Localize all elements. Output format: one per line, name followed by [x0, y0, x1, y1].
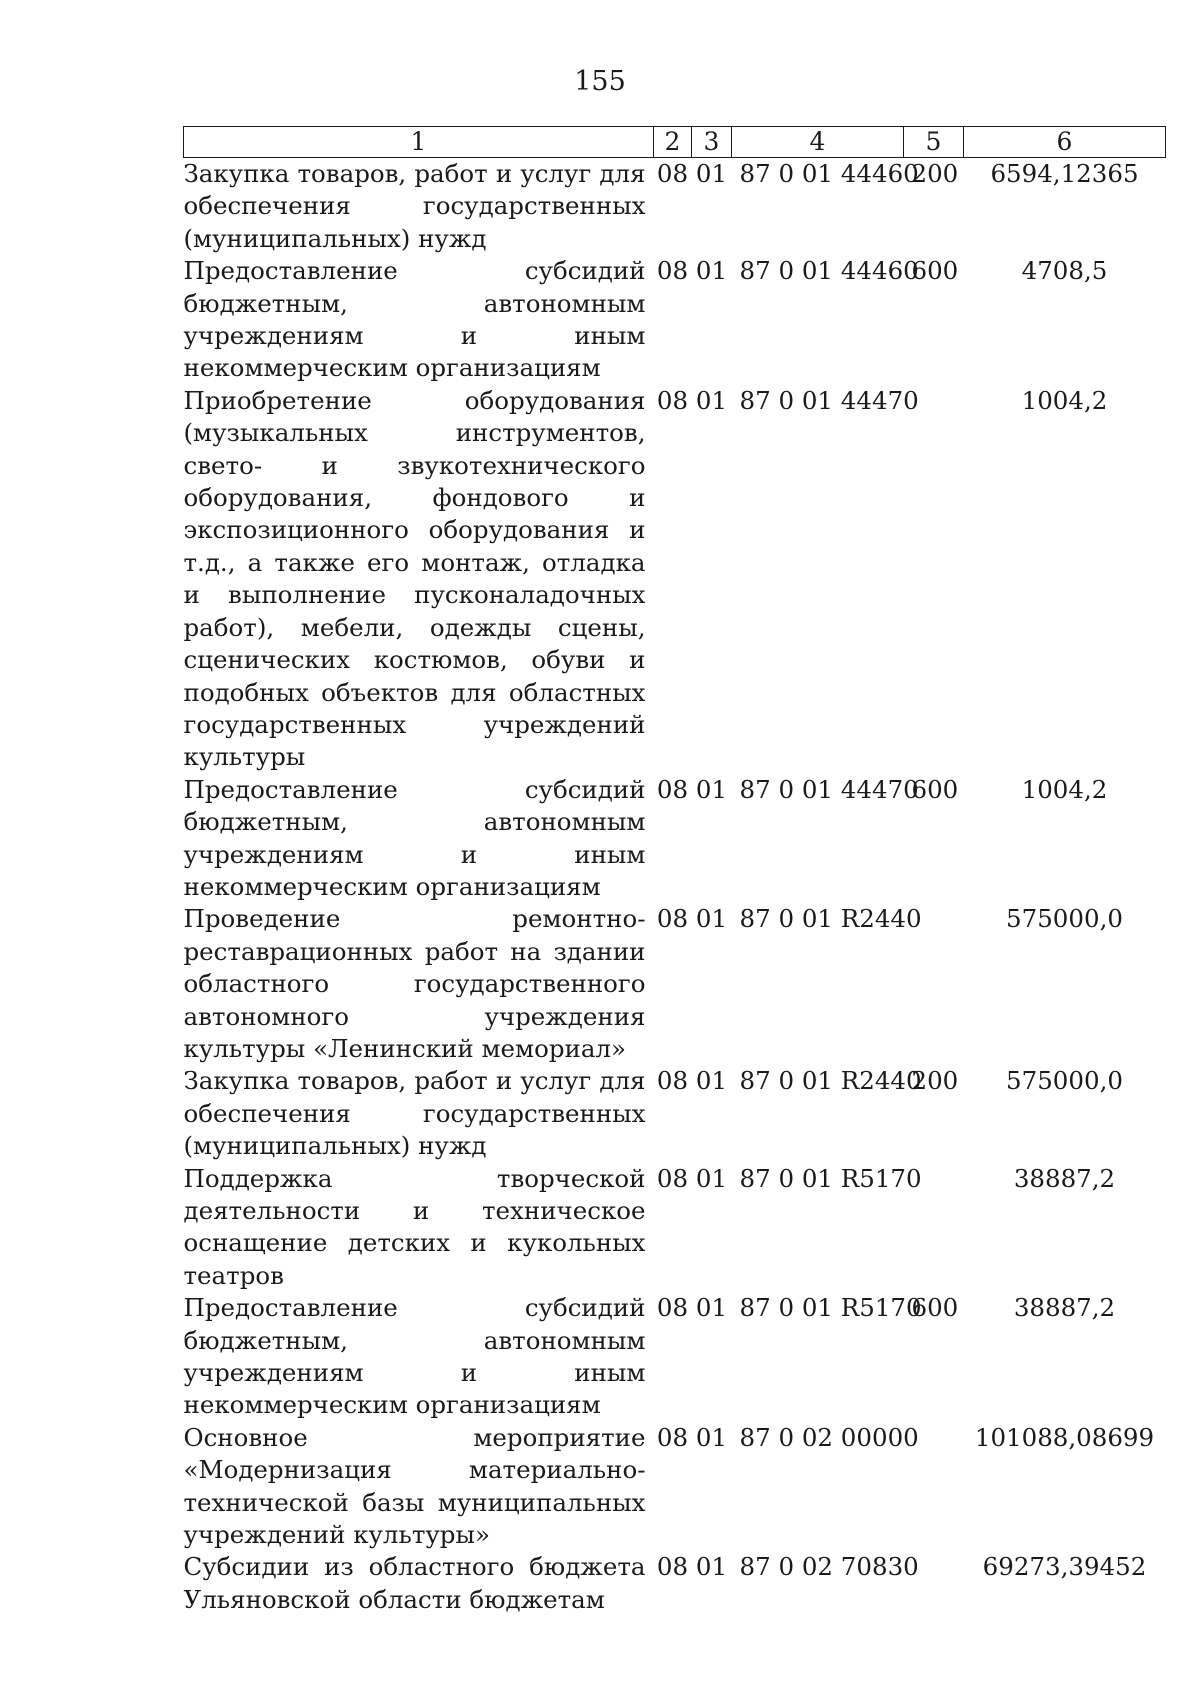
row-subsection-code: 01 — [695, 774, 728, 804]
table-body — [184, 158, 1166, 1617]
row-name: Поддержка творческой деятельности и техническое оснащение детских и кукольных театров — [183, 1163, 646, 1290]
row-amount: 575000,0 — [1006, 1066, 1123, 1096]
table-row — [184, 255, 1166, 385]
row-expense-type-code — [904, 385, 964, 774]
row-amount: 575000,0 — [1006, 904, 1123, 934]
row-amount: 69273,39452 — [982, 1552, 1147, 1582]
table-row — [184, 158, 1166, 256]
row-section-code: 08 — [656, 256, 689, 286]
row-amount: 101088,08699 — [974, 1422, 1155, 1452]
row-name: Предоставление субсидий бюджетным, автономным учреждениям и иным некоммерческим организациям — [183, 1293, 646, 1420]
budget-table — [183, 126, 1166, 1616]
row-section-code: 08 — [656, 385, 689, 415]
header-col-5: 5 — [904, 127, 964, 158]
row-expense-type-code: 600 — [911, 256, 959, 286]
table-row — [184, 903, 1166, 1065]
row-subsection-code: 01 — [695, 1293, 728, 1323]
table-row — [184, 1163, 1166, 1293]
row-section-code: 08 — [656, 1163, 689, 1193]
row-section-code: 08 — [656, 1066, 689, 1096]
row-subsection-code: 01 — [695, 385, 728, 415]
row-target-article-code: 87 0 01 R2440 — [739, 1066, 922, 1096]
table-row — [184, 1292, 1166, 1422]
row-name: Приобретение оборудования (музыкальных инструментов, свето- и звукотехнического оборудования, фондового и экспозиционного оборудования и т.д., а также его монтаж, отладка и выполнение пусконаладочных работ), мебели, одежды сцены, сценических костюмов, обуви и подобных объектов для областных государственных учреждений культуры — [183, 385, 646, 772]
table-row — [184, 385, 1166, 774]
row-target-article-code: 87 0 01 R5170 — [739, 1163, 922, 1193]
row-section-code: 08 — [656, 159, 689, 188]
row-section-code: 08 — [656, 1422, 689, 1452]
row-subsection-code: 01 — [695, 1552, 728, 1582]
row-amount: 6594,12365 — [990, 159, 1139, 188]
row-section-code: 08 — [656, 774, 689, 804]
table-row — [184, 774, 1166, 904]
row-expense-type-code: 600 — [911, 1293, 959, 1323]
header-col-2: 2 — [654, 127, 692, 158]
row-subsection-code: 01 — [695, 1066, 728, 1096]
page-number: 155 — [574, 66, 626, 97]
row-amount: 38887,2 — [1013, 1293, 1116, 1323]
row-target-article-code: 87 0 02 70830 — [739, 1552, 919, 1582]
row-amount: 1004,2 — [1021, 774, 1108, 804]
header-col-4: 4 — [732, 127, 904, 158]
header-col-3: 3 — [692, 127, 732, 158]
row-expense-type-code: 200 — [911, 1066, 959, 1096]
row-subsection-code: 01 — [695, 1422, 728, 1452]
row-section-code: 08 — [656, 1552, 689, 1582]
row-name: Закупка товаров, работ и услуг для обеспечения государственных (муниципальных) нужд — [183, 159, 646, 253]
table-row — [184, 1065, 1166, 1162]
row-target-article-code: 87 0 01 44460 — [739, 159, 919, 188]
row-target-article-code: 87 0 01 R2440 — [739, 904, 922, 934]
header-col-6: 6 — [964, 127, 1166, 158]
row-subsection-code: 01 — [695, 904, 728, 934]
row-target-article-code: 87 0 01 44460 — [739, 256, 919, 286]
row-target-article-code: 87 0 01 R5170 — [739, 1293, 922, 1323]
row-name: Предоставление субсидий бюджетным, автономным учреждениям и иным некоммерческим организациям — [183, 774, 646, 901]
row-amount: 38887,2 — [1013, 1163, 1116, 1193]
header-row — [184, 127, 1166, 158]
row-target-article-code: 87 0 01 44470 — [739, 385, 919, 415]
row-target-article-code: 87 0 02 00000 — [739, 1422, 919, 1452]
row-subsection-code: 01 — [695, 1163, 728, 1193]
row-section-code: 08 — [656, 904, 689, 934]
table-row — [184, 1422, 1166, 1552]
row-name: Субсидии из областного бюджета Ульяновской области бюджетам — [183, 1552, 646, 1614]
row-amount: 1004,2 — [1021, 385, 1108, 415]
row-name: Закупка товаров, работ и услуг для обеспечения государственных (муниципальных) нужд — [183, 1066, 646, 1161]
row-expense-type-code: 200 — [911, 159, 959, 188]
row-name: Основное мероприятие «Модернизация материально-технической базы муниципальных учреждений культуры» — [183, 1422, 646, 1550]
row-amount: 4708,5 — [1021, 256, 1108, 286]
row-subsection-code: 01 — [695, 256, 728, 286]
row-name: Проведение ремонтно-реставрационных работ на здании областного государственного автономного учреждения культуры «Ленинский мемориал» — [183, 904, 646, 1063]
row-name: Предоставление субсидий бюджетным, автономным учреждениям и иным некоммерческим организациям — [183, 256, 646, 383]
row-expense-type-code: 600 — [911, 774, 959, 804]
header-col-1: 1 — [184, 127, 654, 158]
row-subsection-code: 01 — [695, 159, 728, 188]
row-section-code: 08 — [656, 1293, 689, 1323]
table-row — [184, 1551, 1166, 1616]
row-target-article-code: 87 0 01 44470 — [739, 774, 919, 804]
